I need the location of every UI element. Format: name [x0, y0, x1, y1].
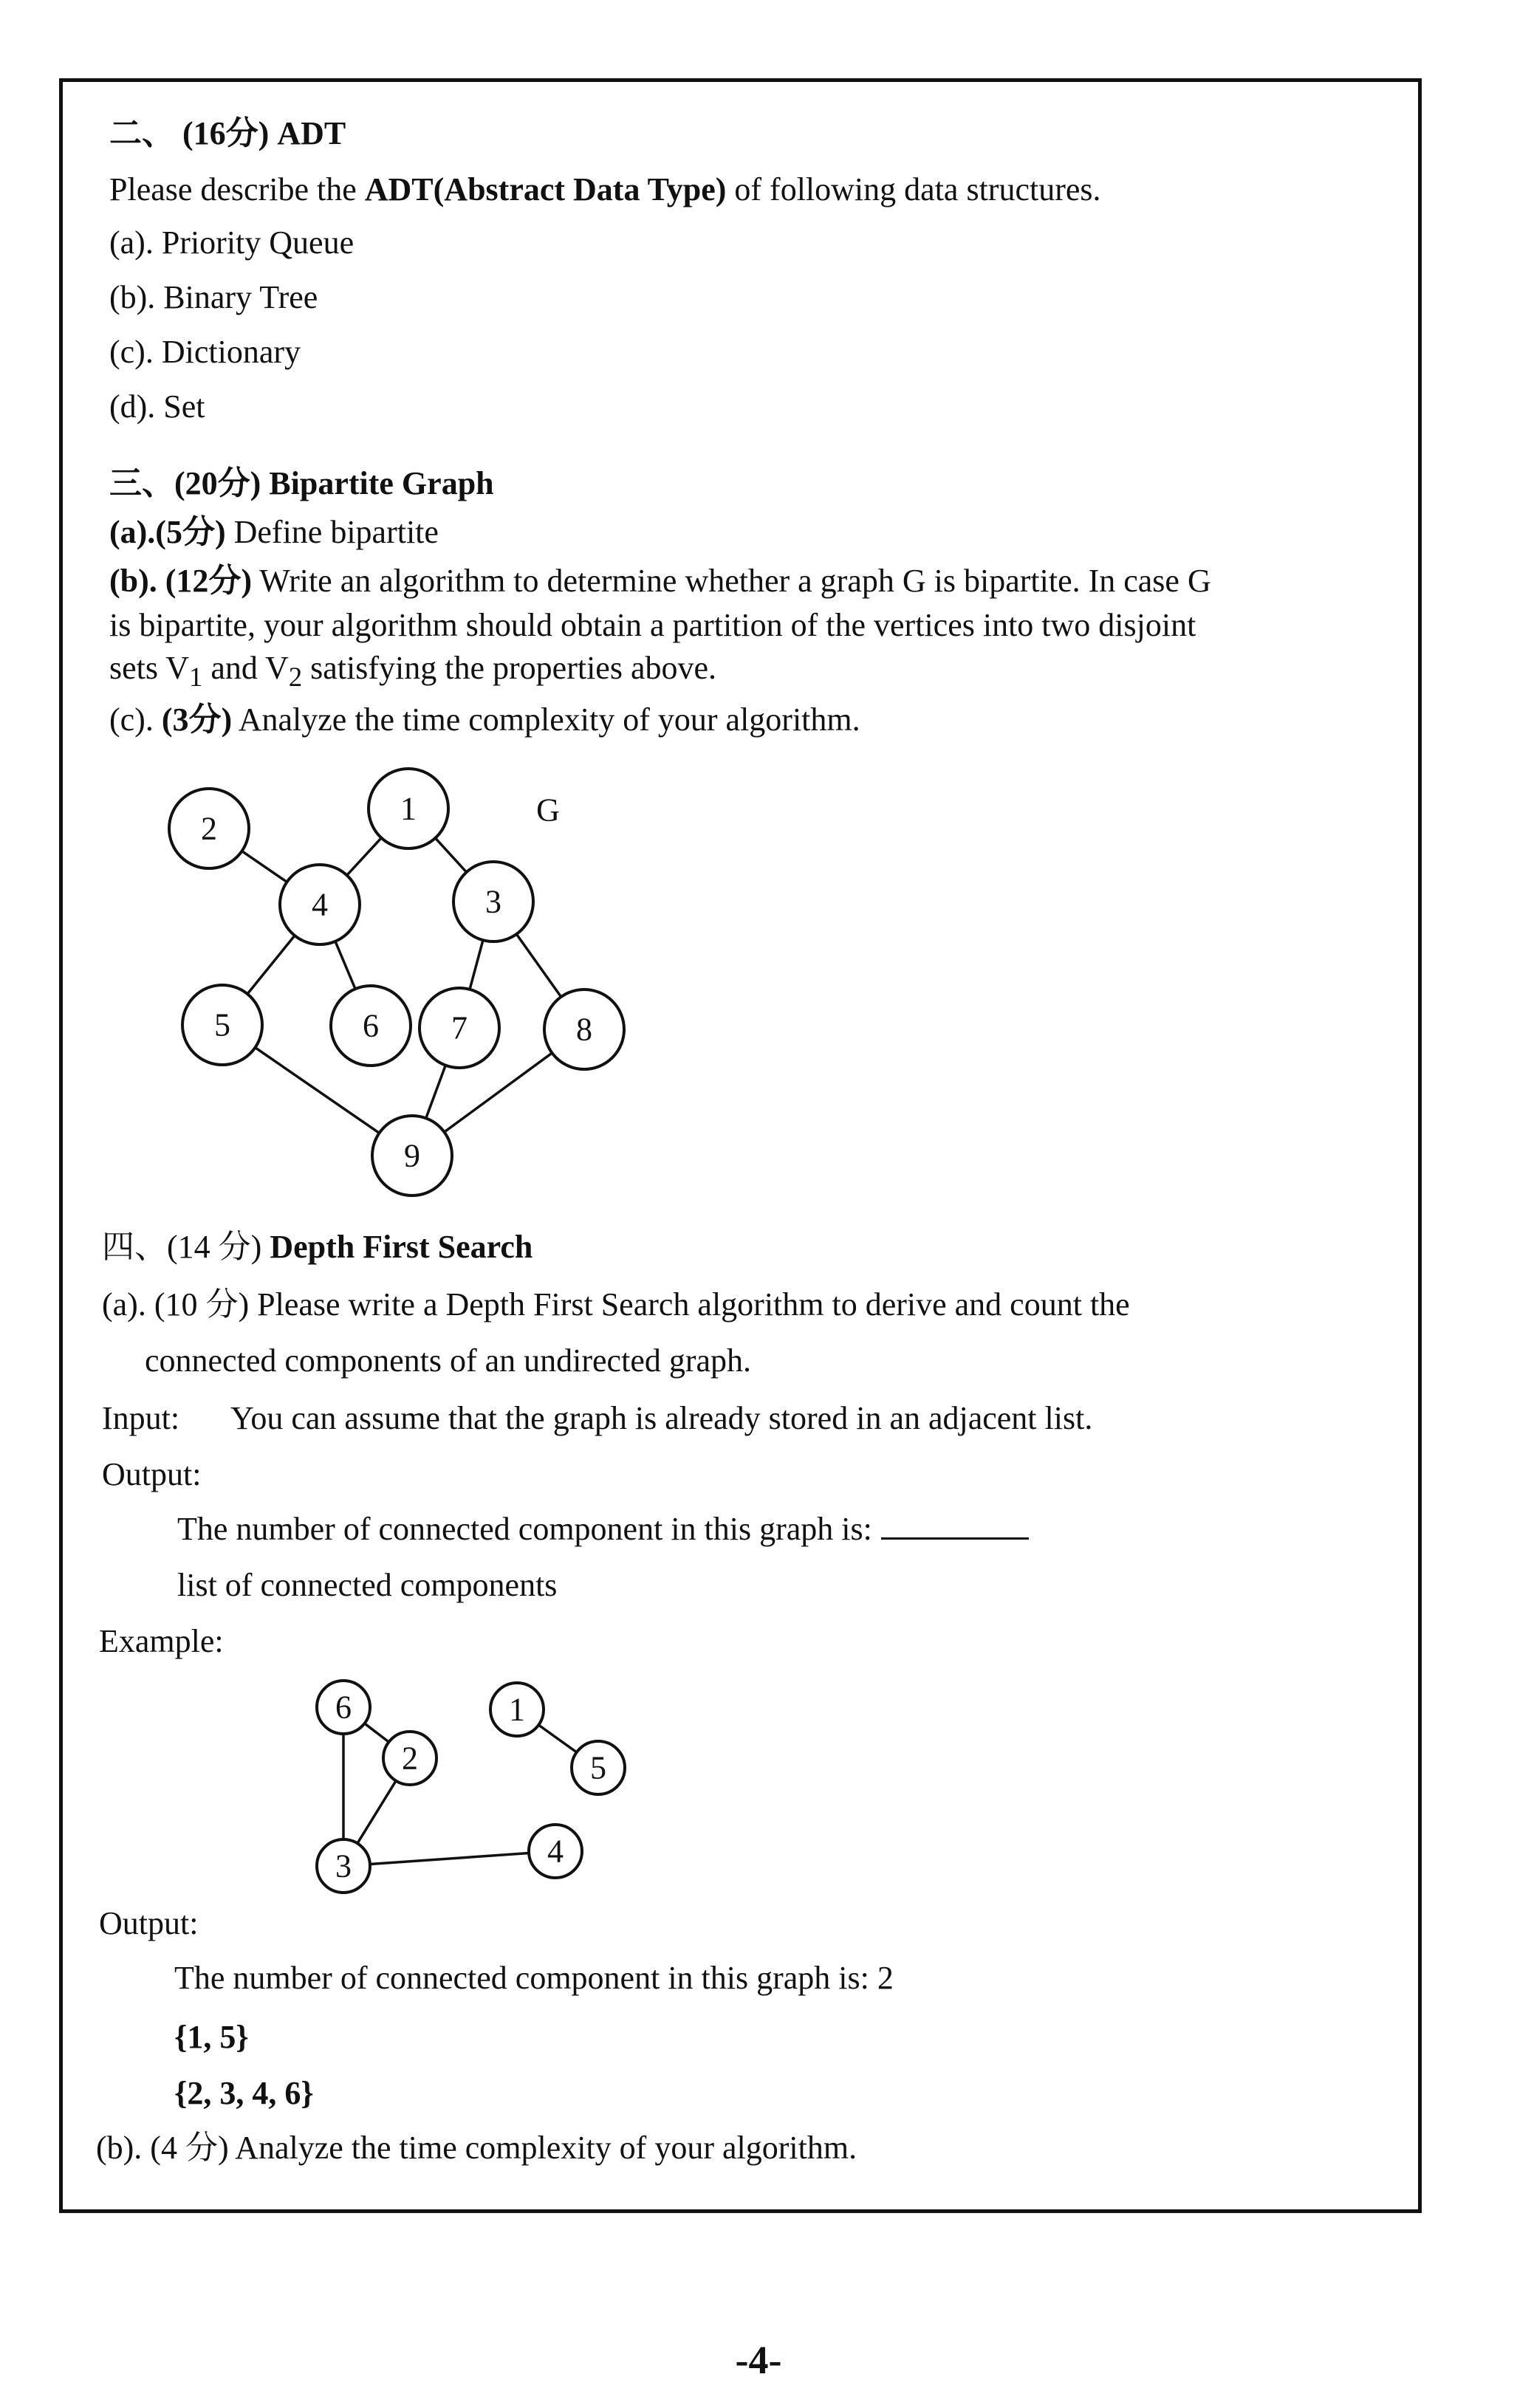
q4-component-1: {1, 5}: [174, 2019, 249, 2055]
q3-b-label: (b). (12分): [109, 563, 253, 599]
q2-item-b: (b). Binary Tree: [109, 279, 318, 315]
q2-item-d: (d). Set: [109, 388, 205, 425]
q4-header-score: (14 分): [167, 1229, 270, 1265]
example-graph-node-label: 5: [590, 1749, 606, 1786]
example-graph-node-2: [383, 1732, 436, 1785]
page-number: -4-: [735, 2338, 782, 2382]
q4-number: 四、: [102, 1229, 167, 1265]
graph1-node-label: 8: [576, 1011, 592, 1048]
graph1-node-8: [544, 989, 624, 1069]
q3-c-prefix: (c).: [109, 702, 162, 738]
q4-example-label: Example:: [99, 1623, 224, 1659]
example-graph-node-label: 3: [335, 1848, 352, 1884]
q3-sets-text: sets V: [109, 650, 189, 686]
graph1-node-label: 9: [404, 1137, 420, 1174]
example-graph-node-label: 6: [335, 1689, 352, 1726]
example-graph-node-6: [317, 1681, 370, 1734]
q3-header: (20分) Bipartite Graph: [174, 465, 494, 501]
q2-intro-bold: ADT(Abstract Data Type): [364, 171, 727, 207]
graph1-node-9: [372, 1116, 452, 1196]
graph1-node-7: [420, 988, 499, 1068]
q3-c-text: Analyze the time complexity of your algorithm.: [232, 702, 860, 738]
q4-part-a-line1: (a). (10 分) Please write a Depth First Search algorithm to derive and count the: [102, 1286, 1130, 1323]
q4-part-b: (b). (4 分) Analyze the time complexity of your algorithm.: [96, 2130, 857, 2166]
q4-output-line2: list of connected components: [177, 1567, 558, 1603]
q4-heading: [102, 1229, 533, 1266]
graph1-node-4: [280, 865, 360, 944]
q4-component-2: {2, 3, 4, 6}: [174, 2075, 314, 2111]
q3-sets-tail: satisfying the properties above.: [302, 650, 717, 686]
graph1-node-label: 2: [201, 810, 217, 847]
q4-output-line1: [177, 1511, 1029, 1548]
q3-sub-2: 2: [288, 661, 303, 692]
example-graph-node-label: 1: [509, 1691, 525, 1728]
example-graph-node-4: [529, 1825, 582, 1878]
graph1-node-5: [182, 985, 262, 1065]
q2-intro-text: Please describe the: [109, 171, 365, 207]
q4-output-line1-text: The number of connected component in this graph is:: [177, 1511, 872, 1547]
example-graph-node-label: 2: [402, 1740, 418, 1777]
q3-sets-and: and V: [202, 650, 289, 686]
q4-part-a-line2: connected components of an undirected graph.: [145, 1342, 752, 1379]
graph1-node-2: [169, 789, 249, 868]
graph1-node-label: 6: [363, 1007, 379, 1044]
graph1-node-6: [331, 986, 411, 1066]
q4-output-label: Output:: [102, 1456, 202, 1492]
q3-a-text: Define bipartite: [225, 514, 439, 550]
example-graph-node-1: [490, 1683, 544, 1736]
q2-number: 二、: [109, 115, 174, 151]
graph1-node-label: 1: [400, 790, 417, 827]
q4-input-label: Input:: [102, 1400, 180, 1436]
q3-c-label: (3分): [161, 702, 233, 738]
q4-output2-label: Output:: [99, 1905, 199, 1941]
q2-item-c: (c). Dictionary: [109, 334, 301, 370]
example-graph-node-3: [317, 1839, 370, 1893]
q4-result-line: The number of connected component in this graph is: 2: [174, 1960, 894, 1996]
graph1-node-label: 5: [214, 1006, 230, 1043]
q2-intro-tail: of following data structures.: [726, 171, 1101, 207]
q4-header-title: Depth First Search: [270, 1229, 533, 1265]
q3-b-text: Write an algorithm to determine whether a graph G is bipartite. In case G: [252, 563, 1211, 599]
q3-a-label: (a).(5分): [109, 514, 226, 550]
example-graph-edge-3-4: [343, 1851, 555, 1866]
q3-sub-1: 1: [188, 661, 203, 692]
q2-item-a: (a). Priority Queue: [109, 224, 355, 261]
answer-blank: [881, 1512, 1029, 1540]
graph1-node-label: 4: [312, 886, 328, 923]
example-graph-node-label: 4: [547, 1833, 564, 1870]
graph1-node-label: 3: [485, 883, 501, 920]
q2-header: (16分) ADT: [182, 115, 346, 151]
q3-number: 三、: [109, 465, 174, 501]
q4-input-text: You can assume that the graph is already stored in an adjacent list.: [230, 1400, 1093, 1436]
example-graph-node-5: [572, 1741, 625, 1794]
graph1-node-3: [453, 862, 533, 941]
graph1-node-1: [369, 769, 448, 848]
graph1-node-label: 7: [451, 1009, 468, 1046]
graph-label-g: G: [536, 792, 560, 829]
q3-part-b-line2: is bipartite, your algorithm should obtain a partition of the vertices into two disjoint: [109, 607, 1196, 643]
